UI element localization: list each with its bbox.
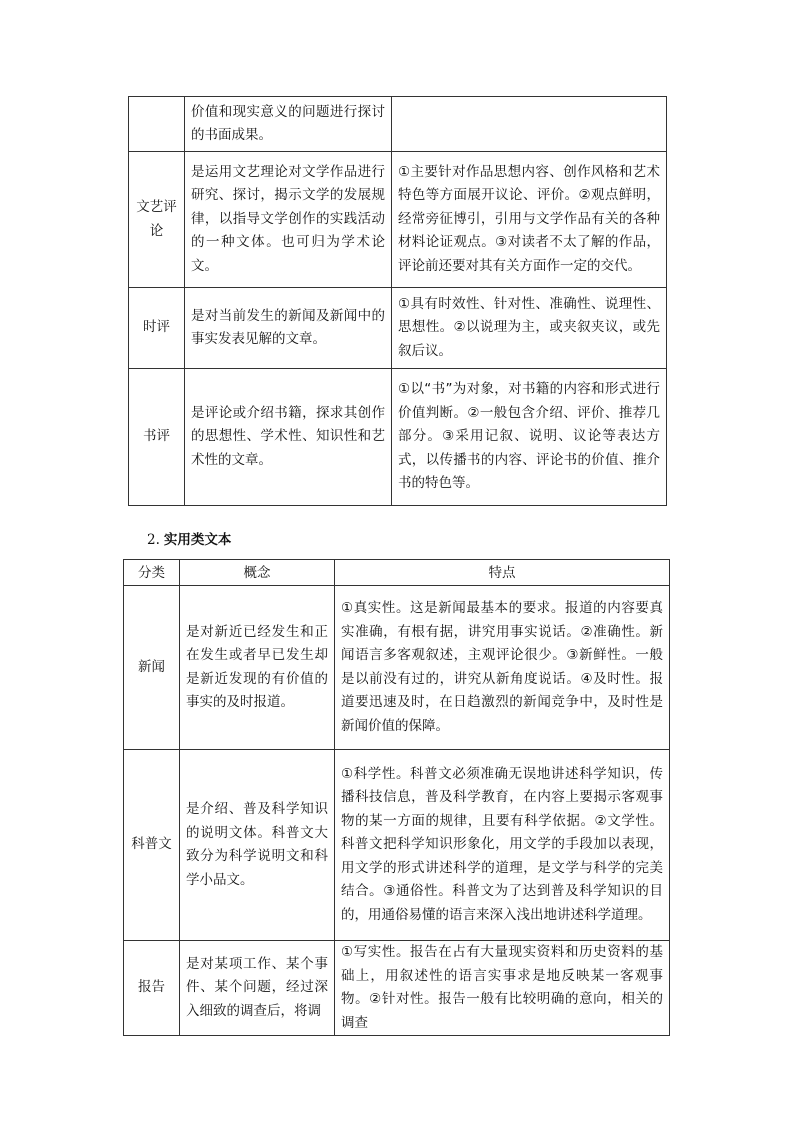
table-row <box>124 750 670 941</box>
features-cell: ①主要针对作品思想内容、创作风格和艺术特色等方面展开议论、评价。②观点鲜明，经常旁征博引，引用与文学作品有关的各种材料论证观点。③对读者不太了解的作品，评论前还要对其有关方面作一定的交代。 <box>392 152 667 288</box>
table-row <box>124 586 670 750</box>
concept-cell: 是对新近已经发生和正在发生或者早已发生却是新近发现的有价值的事实的及时报道。 <box>180 586 335 750</box>
section-number: 2. <box>147 532 160 548</box>
literary-genres-table <box>128 96 667 506</box>
concept-cell: 价值和现实意义的问题进行探讨的书面成果。 <box>185 97 392 152</box>
practical-texts-table <box>123 559 670 1036</box>
concept-cell: 是运用文艺理论对文学作品进行研究、探讨，揭示文学的发展规律，以指导文学创作的实践活动的一种文体。也可归为学术论文。 <box>185 152 392 288</box>
table-row <box>129 152 667 288</box>
category-cell: 科普文 <box>124 750 180 941</box>
table-row <box>129 288 667 369</box>
category-cell: 书评 <box>129 369 185 506</box>
category-cell: 文艺评论 <box>129 152 185 288</box>
category-cell: 报告 <box>124 941 180 1036</box>
concept-cell: 是评论或介绍书籍，探求其创作的思想性、学术性、知识性和艺术性的文章。 <box>185 369 392 506</box>
features-cell: ①科学性。科普文必须准确无误地讲述科学知识，传播科技信息，普及科学教育，在内容上要揭示客观事物的某一方面的规律，且要有科学依据。②文学性。科普文把科学知识形象化，用文学的手段加以表现，用文学的形式讲述科学的道理，是文学与科学的完美结合。③通俗性。科普文为了达到普及科学知识的目的，用通俗易懂的语言来深入浅出地讲述科学道理。 <box>335 750 670 941</box>
concept-cell: 是对当前发生的新闻及新闻中的事实发表见解的文章。 <box>185 288 392 369</box>
features-cell: ①以“书”为对象，对书籍的内容和形式进行价值判断。②一般包含介绍、评价、推荐几部分。③采用记叙、说明、议论等表达方式，以传播书的内容、评论书的价值、推介书的特色等。 <box>392 369 667 506</box>
concept-cell: 是介绍、普及科学知识的说明文体。科普文大致分为科学说明文和科学小品文。 <box>180 750 335 941</box>
category-cell: 时评 <box>129 288 185 369</box>
section-heading <box>147 531 231 549</box>
concept-cell: 是对某项工作、某个事件、某个问题，经过深入细致的调查后，将调 <box>180 941 335 1036</box>
features-cell: ①具有时效性、针对性、准确性、说理性、思想性。②以说理为主，或夹叙夹议，或先叙后议。 <box>392 288 667 369</box>
header-concept: 概念 <box>180 560 335 586</box>
section-title: 实用类文本 <box>163 532 232 548</box>
table-header-row <box>124 560 670 586</box>
header-features: 特点 <box>335 560 670 586</box>
table-row <box>124 941 670 1036</box>
features-cell: ①写实性。报告在占有大量现实资料和历史资料的基础上，用叙述性的语言实事求是地反映某一客观事物。②针对性。报告一般有比较明确的意向，相关的调查 <box>335 941 670 1036</box>
features-cell <box>392 97 667 152</box>
category-cell <box>129 97 185 152</box>
table-row <box>129 97 667 152</box>
features-cell: ①真实性。这是新闻最基本的要求。报道的内容要真实准确，有根有据，讲究用事实说话。②准确性。新闻语言多客观叙述，主观评论很少。③新鲜性。一般是以前没有过的，讲究从新角度说话。④及时性。报道要迅速及时，在日趋激烈的新闻竞争中，及时性是新闻价值的保障。 <box>335 586 670 750</box>
category-cell: 新闻 <box>124 586 180 750</box>
table-row <box>129 369 667 506</box>
header-category: 分类 <box>124 560 180 586</box>
